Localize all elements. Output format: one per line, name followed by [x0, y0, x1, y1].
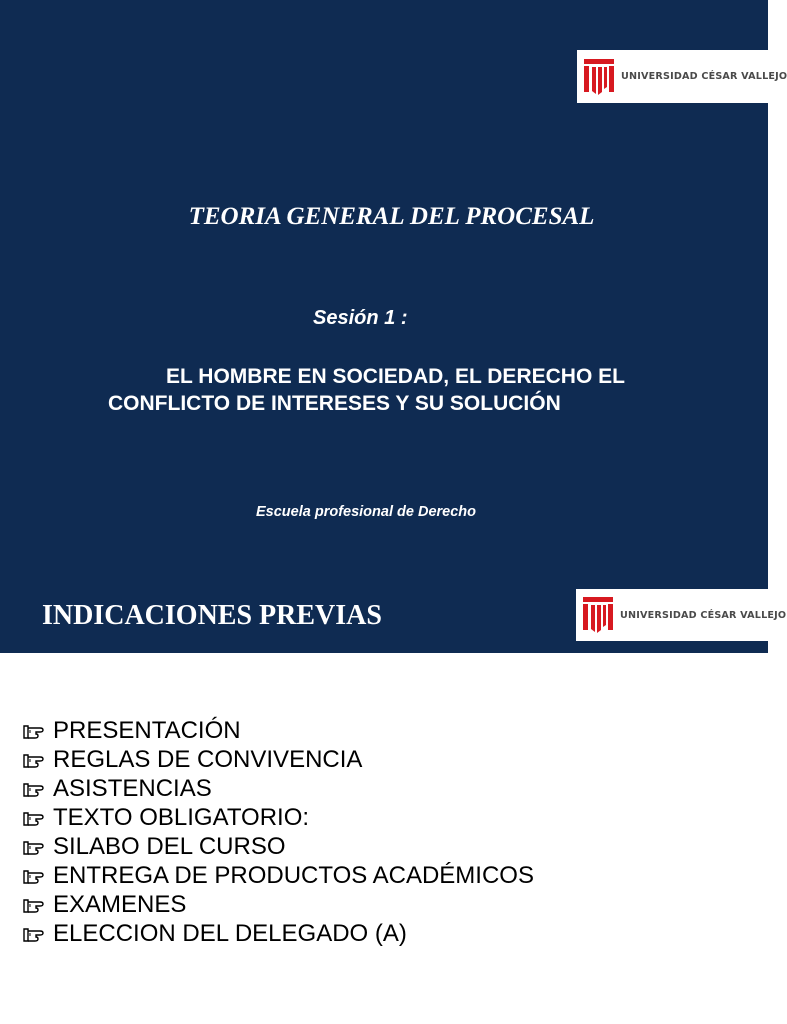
list-item: [22, 832, 534, 861]
indications-list: [22, 716, 534, 948]
list-item: [22, 861, 534, 890]
pointing-hand-icon: [22, 721, 53, 741]
school-name: Escuela profesional de Derecho: [256, 504, 476, 520]
list-item-label: ASISTENCIAS: [53, 774, 212, 802]
course-title: TEORIA GENERAL DEL PROCESAL: [188, 203, 595, 230]
pointing-hand-icon: [22, 866, 53, 886]
pointing-hand-icon: [22, 924, 53, 944]
pointing-hand-icon: [22, 779, 53, 799]
university-logo-text: UNIVERSIDAD CÉSAR VALLEJO: [621, 71, 787, 82]
pointing-hand-icon: [22, 837, 53, 857]
session-topic-line-1: EL HOMBRE EN SOCIEDAD, EL DERECHO EL: [166, 365, 625, 388]
university-logo-text: UNIVERSIDAD CÉSAR VALLEJO: [620, 609, 787, 621]
list-item-label: SILABO DEL CURSO: [53, 832, 286, 860]
list-item: [22, 716, 534, 745]
list-item: [22, 774, 534, 803]
indications-slide: [0, 578, 787, 1024]
ucv-shield-icon: [582, 596, 614, 634]
list-item: [22, 745, 534, 774]
list-item-label: ENTREGA DE PRODUCTOS ACADÉMICOS: [53, 861, 534, 889]
pointing-hand-icon: [22, 895, 53, 915]
list-item-label: TEXTO OBLIGATORIO:: [53, 803, 310, 831]
list-item: [22, 919, 534, 948]
university-logo: [577, 50, 787, 103]
session-topic: [108, 363, 758, 417]
ucv-shield-icon: [583, 58, 615, 96]
list-item-label: PRESENTACIÓN: [53, 716, 241, 744]
list-item: [22, 890, 534, 919]
session-topic-line-2: CONFLICTO DE INTERESES Y SU SOLUCIÓN: [108, 392, 561, 415]
university-logo: [576, 589, 787, 641]
list-item-label: EXAMENES: [53, 890, 187, 918]
list-item: [22, 803, 534, 832]
pointing-hand-icon: [22, 750, 53, 770]
list-item-label: REGLAS DE CONVIVENCIA: [53, 745, 363, 773]
list-item-label: ELECCION DEL DELEGADO (A): [53, 919, 407, 947]
session-label: Sesión 1 :: [313, 307, 408, 329]
pointing-hand-icon: [22, 808, 53, 828]
slide-title: INDICACIONES PREVIAS: [42, 600, 382, 631]
